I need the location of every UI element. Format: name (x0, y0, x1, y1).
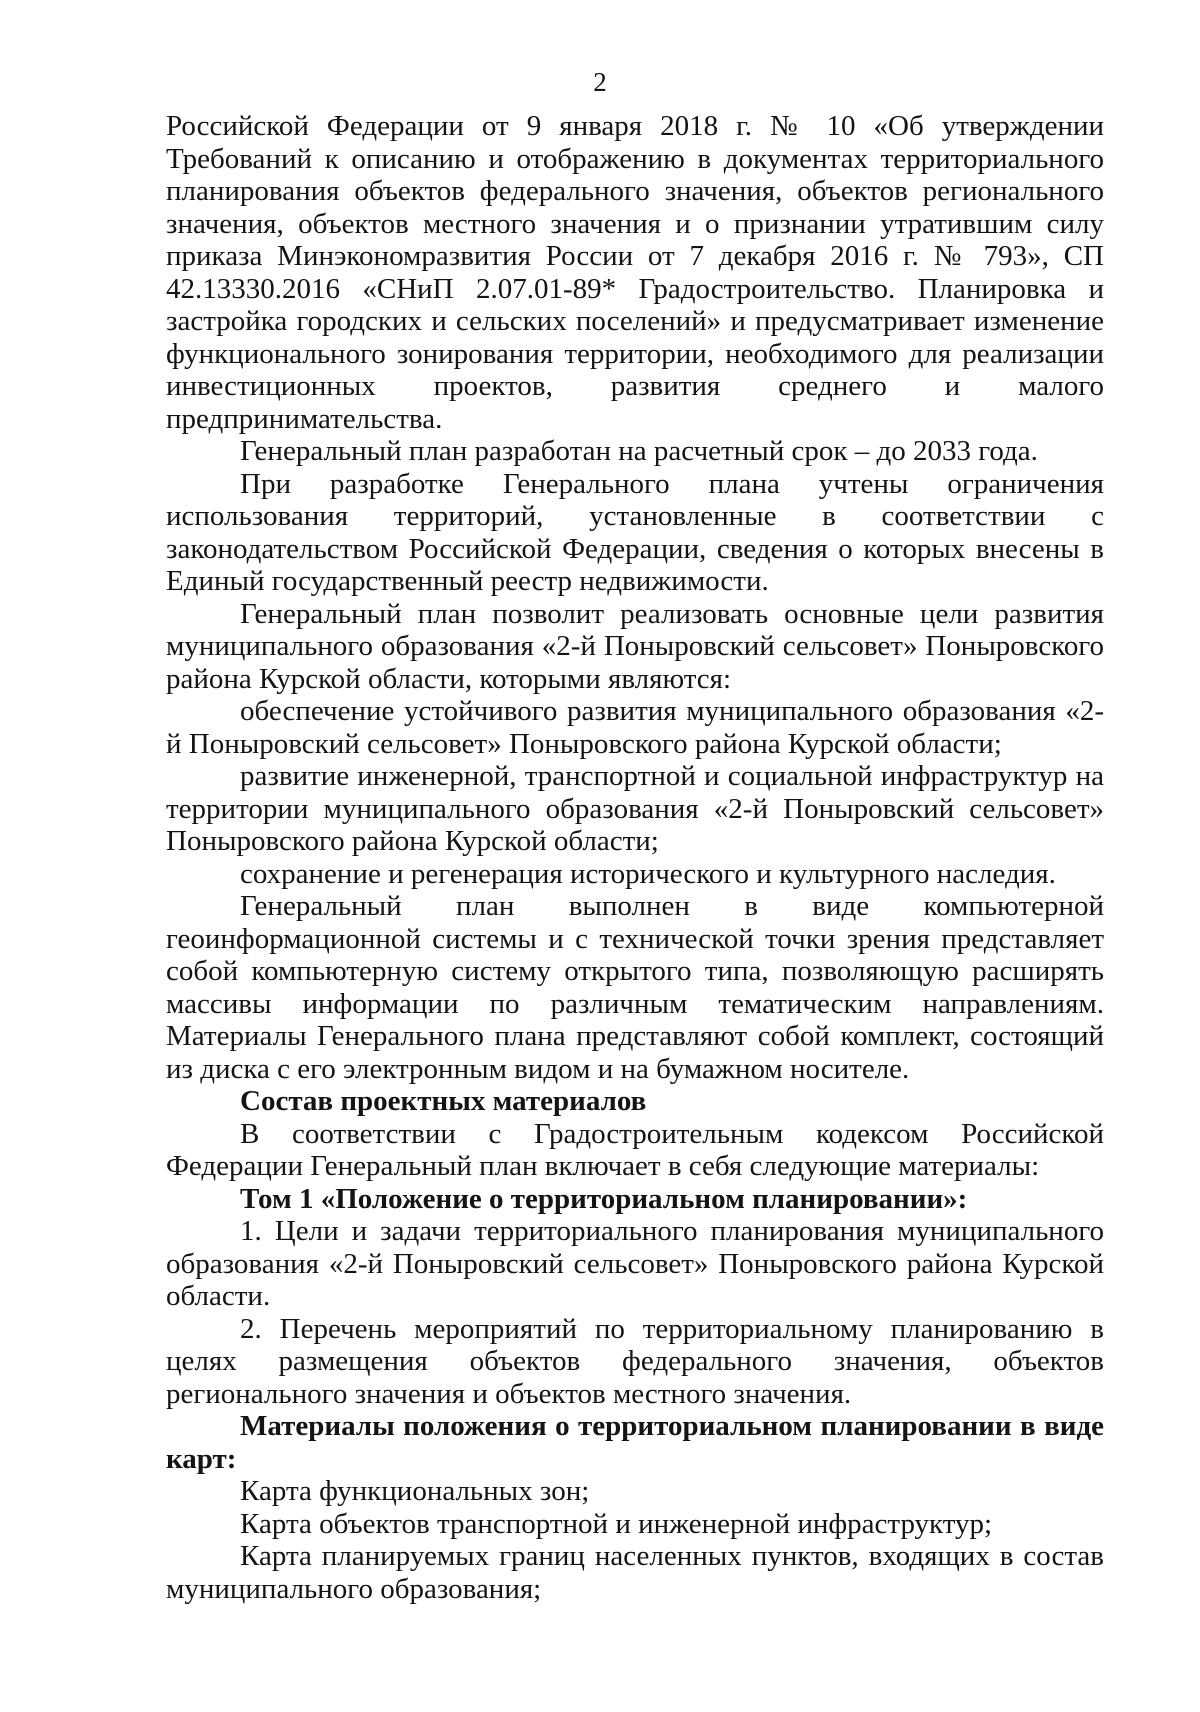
section-heading: Состав проектных материалов (240, 1085, 647, 1117)
list-item-map: Карта объектов транспортной и инженерной инфраструктур; (240, 1507, 993, 1540)
maps-heading: Материалы положения о территориальном планировании в виде карт: (166, 1410, 1104, 1475)
document-body (166, 110, 1104, 1605)
page-number: 2 (593, 67, 607, 97)
paragraph-materials-intro: В соответствии с Градостроительным кодексом Российской Федерации Генеральный план включает в себя следующие материалы: (166, 1117, 1104, 1182)
list-item-numbered: 2. Перечень мероприятий по территориальному планированию в целях размещения объектов федерального значения, объектов регионального значения и объектов местного значения. (166, 1312, 1104, 1410)
paragraph-gis-description: Генеральный план выполнен в виде компьютерной геоинформационной системы и с технической точки зрения представляет собой компьютерную систему открытого типа, позволяющую расширять массивы информации по различным тематическим направлениям. Материалы Генерального плана представляют собой комплект, состоящий из диска с его электронным видом и на бумажном носителе. (166, 890, 1104, 1085)
paragraph-restrictions: При разработке Генерального плана учтены ограничения использования территорий, установленные в соответствии с законодательством Российской Федерации, сведения о которых внесены в Единый государственный реестр недвижимости. (166, 467, 1104, 597)
list-item-map: Карта функциональных зон; (240, 1475, 590, 1507)
volume-heading: Том 1 «Положение о территориальном планировании»: (240, 1182, 968, 1215)
paragraph-planning-period: Генеральный план разработан на расчетный срок – до 2033 года. (240, 435, 1038, 467)
list-item-goal: сохранение и регенерация исторического и культурного наследия. (240, 857, 1056, 890)
paragraph-intro-continuation: Российской Федерации от 9 января 2018 г. № 10 «Об утверждении Требований к описанию и отображению в документах территориального планирования объектов федерального значения, объектов регионального значения, объектов местного значения и о признании утратившим силу приказа Минэкономразвития России от 7 декабря 2016 г. № 793», СП 42.13330.2016 «СНиП 2.07.01-89* Градостроительство. Планировка и застройка городских и сельских поселений» и предусматривает изменение функционального зонирования территории, необходимого для реализации инвестиционных проектов, развития среднего и малого предпринимательства. (166, 110, 1104, 435)
list-item-map: Карта планируемых границ населенных пунктов, входящих в состав муниципального образования; (166, 1540, 1104, 1605)
list-item-numbered: 1. Цели и задачи территориального планирования муниципального образования «2-й Поныровский сельсовет» Поныровского района Курской области. (166, 1215, 1104, 1312)
list-item-goal: развитие инженерной, транспортной и социальной инфраструктур на территории муниципального образования «2-й Поныровский сельсовет» Поныровского района Курской области; (166, 760, 1104, 857)
list-item-goal: обеспечение устойчивого развития муниципального образования «2-й Поныровский сельсовет» Поныровского района Курской области; (166, 695, 1104, 760)
paragraph-goals-intro: Генеральный план позволит реализовать основные цели развития муниципального образования «2-й Поныровский сельсовет» Поныровского района Курской области, которыми являются: (166, 597, 1104, 695)
